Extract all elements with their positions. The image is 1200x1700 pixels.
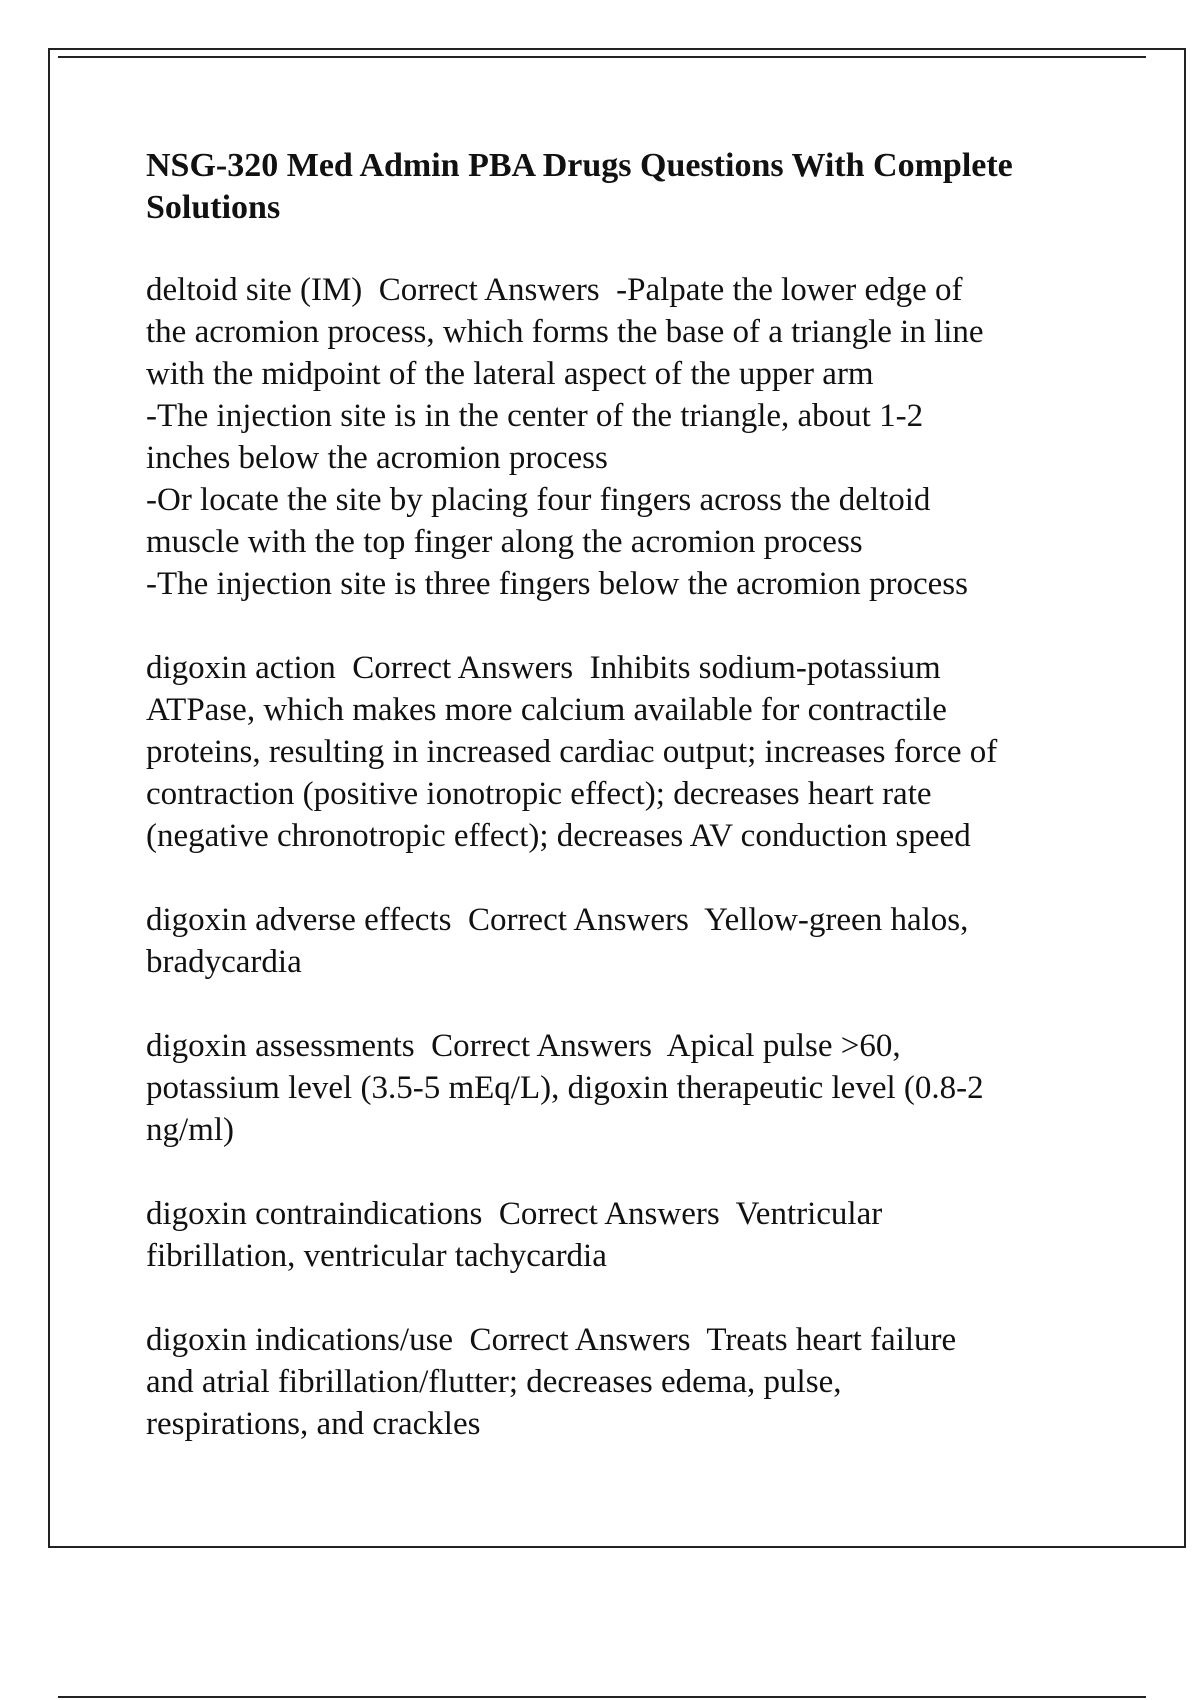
entry-line: digoxin indications/use Correct Answers Treats heart failure xyxy=(146,1322,957,1358)
entry-line: digoxin adverse effects Correct Answers Yellow-green halos, xyxy=(146,902,969,938)
entry-line: -The injection site is in the center of the triangle, about 1-2 xyxy=(146,398,924,434)
document-body xyxy=(146,145,1106,1487)
qa-entry-digoxin-assessments xyxy=(146,1025,1106,1151)
entry-line: muscle with the top finger along the acromion process xyxy=(146,524,863,560)
title-line: Solutions xyxy=(146,189,281,226)
qa-entry-digoxin-contraindications xyxy=(146,1193,1106,1277)
title-line: NSG-320 Med Admin PBA Drugs Questions With Complete xyxy=(146,147,1013,184)
entry-line: deltoid site (IM) Correct Answers -Palpate the lower edge of xyxy=(146,272,963,308)
entry-line: contraction (positive ionotropic effect); decreases heart rate xyxy=(146,776,932,812)
bottom-rule xyxy=(58,1696,1146,1698)
entry-line: digoxin action Correct Answers Inhibits sodium-potassium xyxy=(146,650,941,686)
entry-line: inches below the acromion process xyxy=(146,440,608,476)
entry-line: with the midpoint of the lateral aspect of the upper arm xyxy=(146,356,874,392)
entry-line: ATPase, which makes more calcium available for contractile xyxy=(146,692,947,728)
entry-line: fibrillation, ventricular tachycardia xyxy=(146,1238,607,1274)
entry-line: proteins, resulting in increased cardiac output; increases force of xyxy=(146,734,998,770)
qa-entry-digoxin-indications xyxy=(146,1319,1106,1445)
entry-line: digoxin contraindications Correct Answers Ventricular xyxy=(146,1196,883,1232)
qa-entry-deltoid-site xyxy=(146,269,1106,605)
document-title xyxy=(146,145,1106,229)
qa-entry-digoxin-action xyxy=(146,647,1106,857)
entry-line: (negative chronotropic effect); decreases AV conduction speed xyxy=(146,818,971,854)
entry-line: ng/ml) xyxy=(146,1112,234,1148)
entry-line: and atrial fibrillation/flutter; decreases edema, pulse, xyxy=(146,1364,842,1400)
entry-line: -Or locate the site by placing four fingers across the deltoid xyxy=(146,482,931,518)
entry-line: potassium level (3.5-5 mEq/L), digoxin therapeutic level (0.8-2 xyxy=(146,1070,984,1106)
entry-line: the acromion process, which forms the base of a triangle in line xyxy=(146,314,984,350)
entry-line: digoxin assessments Correct Answers Apical pulse >60, xyxy=(146,1028,901,1064)
entry-line: bradycardia xyxy=(146,944,302,980)
entry-line: -The injection site is three fingers below the acromion process xyxy=(146,566,968,602)
entry-line: respirations, and crackles xyxy=(146,1406,481,1442)
qa-entry-digoxin-adverse-effects xyxy=(146,899,1106,983)
